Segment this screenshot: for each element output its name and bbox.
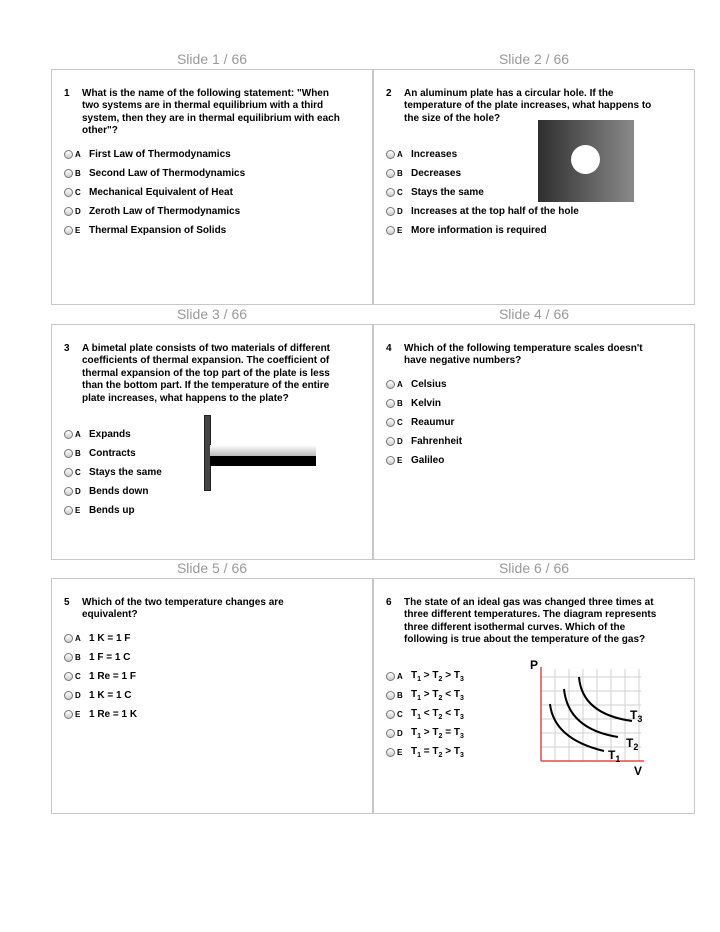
option-d[interactable] xyxy=(64,202,245,221)
question-number: 2 xyxy=(386,88,392,99)
option-text: 1 Re = 1 F xyxy=(89,671,136,682)
p-axis-label: P xyxy=(530,659,539,672)
slide-4-label: Slide 4 / 66 xyxy=(498,306,570,322)
radio-icon[interactable] xyxy=(64,226,73,235)
isotherm-t1 xyxy=(550,704,604,751)
option-text: $T_1 < T_2 < T_3$ xyxy=(411,708,464,721)
question-text: Which of the two temperature changes are equivalent? xyxy=(82,597,284,621)
option-c[interactable] xyxy=(386,183,579,202)
option-a[interactable] xyxy=(386,667,464,686)
option-text: Reaumur xyxy=(411,417,455,428)
option-d[interactable] xyxy=(386,724,464,743)
radio-icon[interactable] xyxy=(386,207,395,216)
radio-icon[interactable] xyxy=(64,188,73,197)
question-text: A bimetal plate consists of two materials of different coefficients of thermal expansion. The coefficient of thermal expansion of the top part of the plate is less than the bottom part. If the temperature of the entire plate increases, what happens to the plate? xyxy=(82,343,331,404)
option-letter: D xyxy=(397,437,403,446)
option-text: Increases xyxy=(411,149,458,160)
isotherm-diagram xyxy=(524,659,650,777)
option-letter: C xyxy=(75,672,81,681)
option-letter: A xyxy=(397,380,403,389)
option-text: Mechanical Equivalent of Heat xyxy=(89,187,233,198)
options-list xyxy=(64,145,245,240)
option-letter: B xyxy=(397,691,403,700)
option-letter: D xyxy=(397,207,403,216)
question-number: 3 xyxy=(64,343,70,354)
option-text: $T_1 = T_2 > T_3$ xyxy=(411,746,464,759)
option-a[interactable] xyxy=(386,145,579,164)
option-letter: E xyxy=(397,748,403,757)
option-text: Zeroth Law of Thermodynamics xyxy=(89,206,241,217)
option-letter: B xyxy=(397,399,403,408)
option-e[interactable] xyxy=(64,501,162,520)
slide-1-label: Slide 1 / 66 xyxy=(176,51,248,67)
radio-icon[interactable] xyxy=(386,456,395,465)
radio-icon[interactable] xyxy=(386,437,395,446)
radio-icon[interactable] xyxy=(386,169,395,178)
option-letter: A xyxy=(75,430,81,439)
option-d[interactable] xyxy=(386,432,462,451)
v-axis-label: V xyxy=(634,764,643,777)
option-letter: D xyxy=(397,729,403,738)
option-letter: A xyxy=(75,150,81,159)
question-number: 5 xyxy=(64,597,70,608)
radio-icon[interactable] xyxy=(64,691,73,700)
question-5 xyxy=(64,597,340,622)
option-text: First Law of Thermodynamics xyxy=(89,149,231,160)
option-text: Kelvin xyxy=(411,398,442,409)
option-letter: D xyxy=(75,487,81,496)
option-text: Second Law of Thermodynamics xyxy=(89,168,246,179)
bimetal-plate-image xyxy=(204,415,318,491)
options-list xyxy=(64,629,137,724)
option-text: Bends up xyxy=(89,505,135,516)
option-text: 1 Re = 1 K xyxy=(89,709,138,720)
option-letter: C xyxy=(75,468,81,477)
option-e[interactable] xyxy=(64,705,137,724)
radio-icon[interactable] xyxy=(64,430,73,439)
question-1 xyxy=(64,88,340,138)
slide-4 xyxy=(373,324,695,560)
slide-6-label: Slide 6 / 66 xyxy=(498,560,570,576)
option-text: 1 F = 1 C xyxy=(89,652,131,663)
radio-icon[interactable] xyxy=(64,150,73,159)
radio-icon[interactable] xyxy=(386,188,395,197)
question-text: What is the name of the following statement: "When two systems are in thermal equilibrium with a third system, then they are in thermal equilibrium with each other"? xyxy=(82,88,340,137)
radio-icon[interactable] xyxy=(386,380,395,389)
option-b[interactable] xyxy=(386,164,579,183)
option-a[interactable] xyxy=(386,375,462,394)
slide-5 xyxy=(51,578,373,814)
slide-6 xyxy=(373,578,695,814)
option-letter: D xyxy=(75,691,81,700)
question-4 xyxy=(386,343,662,368)
t2-label: $T_2$ xyxy=(626,736,639,752)
radio-icon[interactable] xyxy=(386,710,395,719)
option-c[interactable] xyxy=(64,463,162,482)
option-b[interactable] xyxy=(64,648,137,667)
option-e[interactable] xyxy=(386,221,579,240)
slide-2 xyxy=(373,69,695,305)
radio-icon[interactable] xyxy=(64,468,73,477)
option-text: Bends down xyxy=(89,486,149,497)
option-letter: E xyxy=(397,226,403,235)
question-text: An aluminum plate has a circular hole. If the temperature of the plate increases, what happens to the size of the hole? xyxy=(404,88,652,124)
isotherm-t3 xyxy=(579,677,632,721)
question-number: 4 xyxy=(386,343,392,354)
isotherm-t2 xyxy=(564,689,618,737)
option-letter: E xyxy=(397,456,403,465)
radio-icon[interactable] xyxy=(64,169,73,178)
option-a[interactable] xyxy=(64,629,137,648)
option-text: $T_1 > T_2 < T_3$ xyxy=(411,689,464,702)
option-letter: C xyxy=(397,710,403,719)
slide-1 xyxy=(51,69,373,305)
radio-icon[interactable] xyxy=(64,710,73,719)
option-a[interactable] xyxy=(64,425,162,444)
option-letter: D xyxy=(75,207,81,216)
option-c[interactable] xyxy=(386,705,464,724)
radio-icon[interactable] xyxy=(386,691,395,700)
radio-icon[interactable] xyxy=(386,418,395,427)
option-text: $T_1 > T_2 > T_3$ xyxy=(411,670,464,683)
option-text: 1 K = 1 C xyxy=(89,690,132,701)
radio-icon[interactable] xyxy=(386,399,395,408)
option-letter: A xyxy=(397,150,403,159)
radio-icon[interactable] xyxy=(386,226,395,235)
option-d[interactable] xyxy=(386,202,579,221)
slide-3 xyxy=(51,324,373,560)
option-b[interactable] xyxy=(386,394,462,413)
option-e[interactable] xyxy=(64,221,245,240)
options-list xyxy=(64,425,162,520)
question-number: 6 xyxy=(386,597,392,608)
option-text: Stays the same xyxy=(89,467,162,478)
options-list xyxy=(386,145,579,240)
radio-icon[interactable] xyxy=(64,487,73,496)
option-text: Thermal Expansion of Solids xyxy=(89,225,227,236)
option-e[interactable] xyxy=(386,743,464,762)
option-b[interactable] xyxy=(386,686,464,705)
option-letter: B xyxy=(75,653,81,662)
option-letter: B xyxy=(75,449,81,458)
option-text: $T_1 > T_2 = T_3$ xyxy=(411,727,464,740)
option-letter: E xyxy=(75,226,81,235)
question-6 xyxy=(386,597,662,647)
radio-icon[interactable] xyxy=(386,150,395,159)
options-list xyxy=(386,375,462,470)
option-text: Decreases xyxy=(411,168,462,179)
radio-icon[interactable] xyxy=(64,634,73,643)
radio-icon[interactable] xyxy=(64,672,73,681)
option-a[interactable] xyxy=(64,145,245,164)
t1-label: $T_1$ xyxy=(608,748,621,764)
option-text: Celsius xyxy=(411,379,447,390)
option-letter: B xyxy=(75,169,81,178)
radio-icon[interactable] xyxy=(386,729,395,738)
top-metal-strip xyxy=(210,445,316,456)
option-c[interactable] xyxy=(386,413,462,432)
question-text: The state of an ideal gas was changed three times at three different temperatures. The diagram represents three different isothermal curves. Which of the following is true about the temperature of the gas? xyxy=(404,597,657,646)
option-text: Stays the same xyxy=(411,187,484,198)
radio-icon[interactable] xyxy=(64,506,73,515)
option-d[interactable] xyxy=(64,686,137,705)
option-text: 1 K = 1 F xyxy=(89,633,131,644)
option-e[interactable] xyxy=(386,451,462,470)
option-letter: A xyxy=(75,634,81,643)
option-d[interactable] xyxy=(64,482,162,501)
option-text: Expands xyxy=(89,429,131,440)
option-letter: C xyxy=(75,188,81,197)
radio-icon[interactable] xyxy=(386,672,395,681)
option-c[interactable] xyxy=(64,183,245,202)
option-text: More information is required xyxy=(411,225,547,236)
option-letter: E xyxy=(75,506,81,515)
slide-2-label: Slide 2 / 66 xyxy=(498,51,570,67)
slide-5-label: Slide 5 / 66 xyxy=(176,560,248,576)
radio-icon[interactable] xyxy=(64,653,73,662)
radio-icon[interactable] xyxy=(64,449,73,458)
question-3 xyxy=(64,343,340,405)
option-letter: E xyxy=(75,710,81,719)
option-text: Contracts xyxy=(89,448,136,459)
option-letter: B xyxy=(397,169,403,178)
option-text: Fahrenheit xyxy=(411,436,463,447)
radio-icon[interactable] xyxy=(64,207,73,216)
bottom-metal-strip xyxy=(210,456,316,466)
option-letter: C xyxy=(397,188,403,197)
question-text: Which of the following temperature scales doesn't have negative numbers? xyxy=(404,343,643,367)
option-letter: C xyxy=(397,418,403,427)
question-number: 1 xyxy=(64,88,70,99)
option-text: Galileo xyxy=(411,455,445,466)
options-list xyxy=(386,667,464,762)
radio-icon[interactable] xyxy=(386,748,395,757)
slide-3-label: Slide 3 / 66 xyxy=(176,306,248,322)
t3-label: $T_3$ xyxy=(630,708,643,724)
option-b[interactable] xyxy=(64,444,162,463)
option-letter: A xyxy=(397,672,403,681)
option-c[interactable] xyxy=(64,667,137,686)
option-text: Increases at the top half of the hole xyxy=(411,206,579,217)
option-b[interactable] xyxy=(64,164,245,183)
